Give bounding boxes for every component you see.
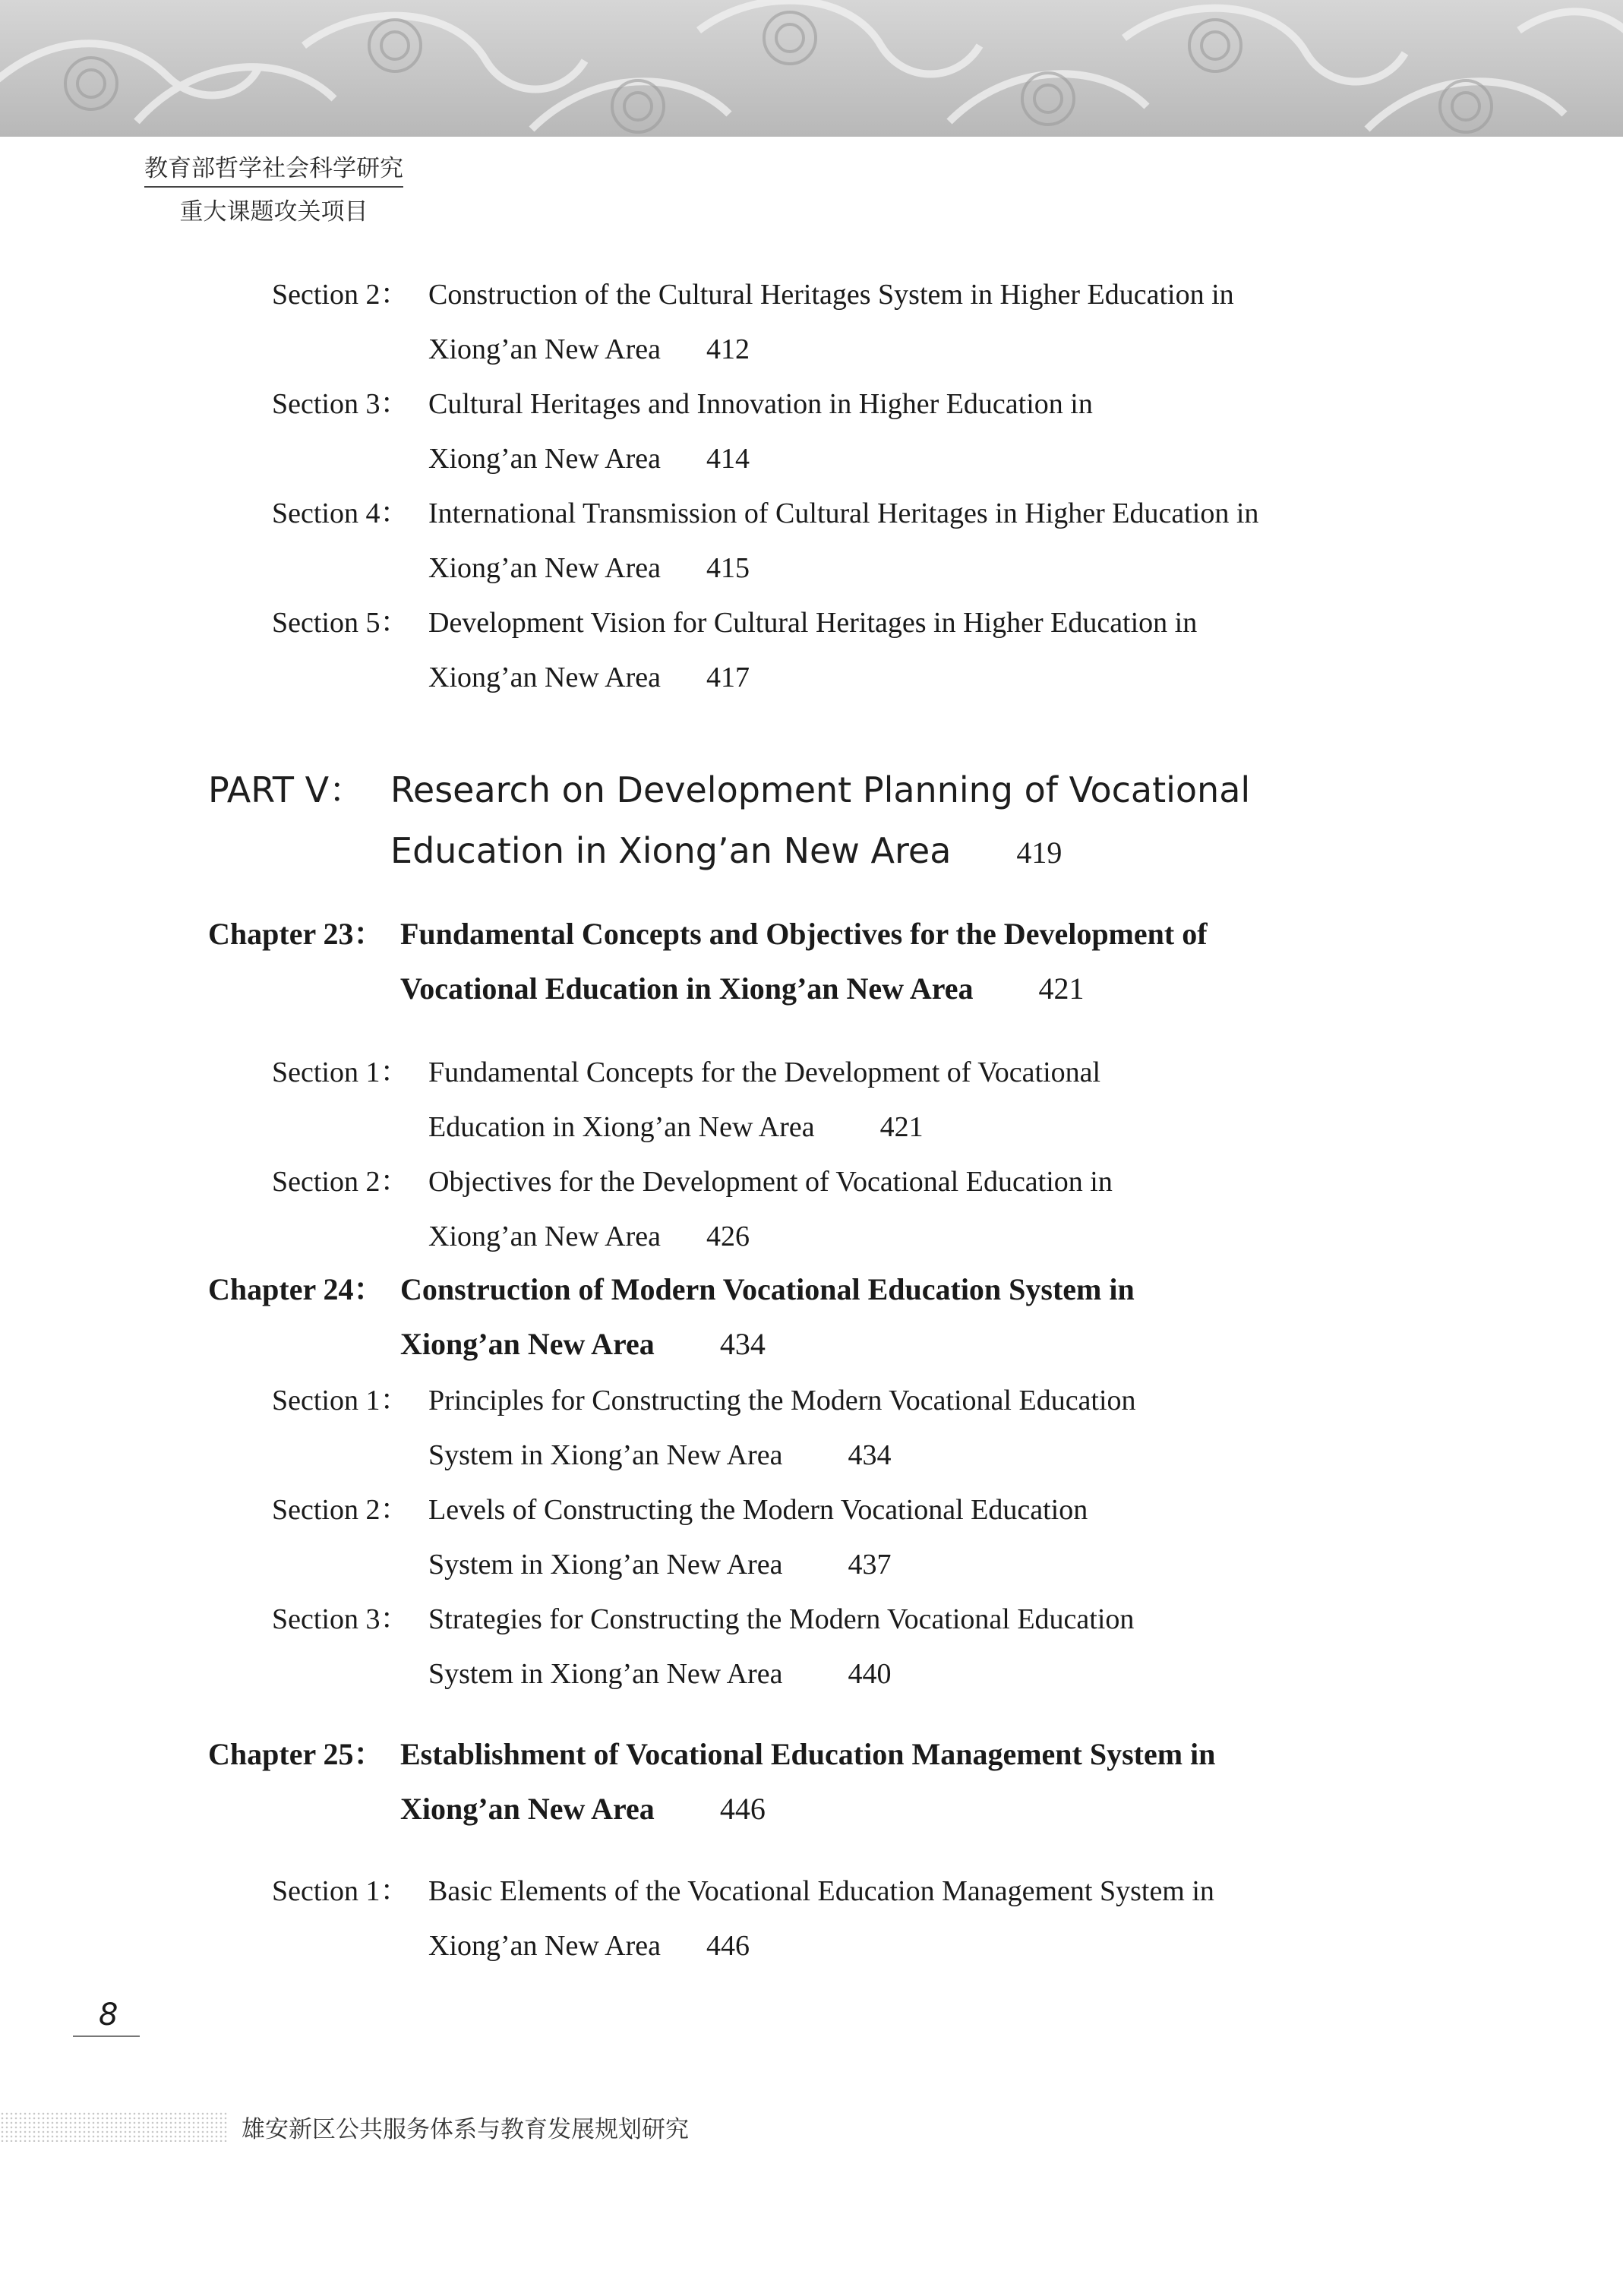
entry-title: Objectives for the Development of Vocational Education in [428, 1166, 1113, 1198]
entry-label: Section 4： [272, 497, 409, 529]
entry-label: Section 5： [272, 607, 409, 639]
cloud-pattern-icon [0, 0, 1623, 137]
entry-title-cont: Xiong’an New Area [428, 333, 662, 365]
entry-title-cont: Education in Xiong’an New Area [390, 830, 952, 871]
entry-title-cont: Xiong’an New Area [428, 662, 662, 693]
entry-page: 434 [719, 1327, 766, 1361]
entry-title: Fundamental Concepts and Objectives for the Development of [400, 917, 1208, 951]
entry-title: Strategies for Constructing the Modern Vocational Education [428, 1603, 1135, 1635]
entry-title-cont: Xiong’an New Area [428, 1221, 662, 1252]
entry-title: Construction of the Cultural Heritages System in Higher Education in [428, 279, 1234, 311]
page-number: 8 [73, 1998, 140, 2037]
footer-book-title: 雄安新区公共服务体系与教育发展规划研究 [242, 2116, 689, 2143]
entry-title: Cultural Heritages and Innovation in Higher Education in [428, 388, 1093, 420]
entry-page: 414 [706, 443, 750, 475]
entry-label: Chapter 23： [208, 917, 384, 951]
entry-page: 437 [848, 1549, 892, 1581]
entry-title-cont: Xiong’an New Area [428, 1930, 662, 1962]
footer-dot-pattern [0, 2111, 228, 2142]
entry-title: Principles for Constructing the Modern Vocational Education [428, 1385, 1136, 1416]
entry-page: 446 [706, 1930, 750, 1962]
entry-label: Chapter 24： [208, 1272, 384, 1306]
entry-label: Section 1： [272, 1875, 409, 1907]
entry-title: International Transmission of Cultural Heritages in Higher Education in [428, 497, 1259, 529]
entry-title-cont: Vocational Education in Xiong’an New Area [400, 971, 974, 1006]
entry-title: Research on Development Planning of Vocational [390, 769, 1251, 810]
entry-page: 440 [848, 1658, 892, 1690]
entry-page: 419 [1016, 835, 1063, 870]
entry-page: 415 [706, 552, 750, 584]
series-header [144, 149, 403, 226]
entry-title-cont: System in Xiong’an New Area [428, 1549, 783, 1581]
entry-title: Development Vision for Cultural Heritages in Higher Education in [428, 607, 1198, 639]
entry-page: 412 [706, 333, 750, 365]
entry-title: Levels of Constructing the Modern Vocational Education [428, 1494, 1088, 1526]
entry-page: 421 [879, 1111, 924, 1143]
entry-page: 434 [848, 1439, 892, 1471]
entry-title-cont: Xiong’an New Area [400, 1327, 655, 1361]
entry-title: Fundamental Concepts for the Development of Vocational [428, 1056, 1101, 1088]
entry-title: Basic Elements of the Vocational Education Management System in [428, 1875, 1214, 1907]
entry-label: Section 2： [272, 1494, 409, 1526]
entry-page: 426 [706, 1221, 750, 1252]
entry-label: Section 1： [272, 1385, 409, 1416]
entry-title-cont: System in Xiong’an New Area [428, 1439, 783, 1471]
entry-page: 421 [1038, 971, 1085, 1006]
series-title-line2: 重大课题攻关项目 [179, 198, 368, 226]
entry-label: Chapter 25： [208, 1737, 384, 1771]
entry-page: 417 [706, 662, 750, 693]
entry-label: Section 3： [272, 1603, 409, 1635]
entry-label: Section 1： [272, 1056, 409, 1088]
entry-page: 446 [719, 1792, 766, 1826]
entry-label: Section 3： [272, 388, 409, 420]
entry-label: Section 2： [272, 279, 409, 311]
entry-title-cont: Xiong’an New Area [428, 443, 662, 475]
entry-title: Establishment of Vocational Education Management System in [400, 1737, 1216, 1771]
entry-title-cont: System in Xiong’an New Area [428, 1658, 783, 1690]
series-title-line1: 教育部哲学社会科学研究 [144, 149, 403, 188]
entry-title-cont: Xiong’an New Area [428, 552, 662, 584]
entry-label: PART Ⅴ： [208, 769, 365, 810]
entry-title: Construction of Modern Vocational Education System in [400, 1272, 1135, 1306]
entry-label: Section 2： [272, 1166, 409, 1198]
entry-title-cont: Education in Xiong’an New Area [428, 1111, 815, 1143]
entry-title-cont: Xiong’an New Area [400, 1792, 655, 1826]
header-cloud-band [0, 0, 1623, 137]
